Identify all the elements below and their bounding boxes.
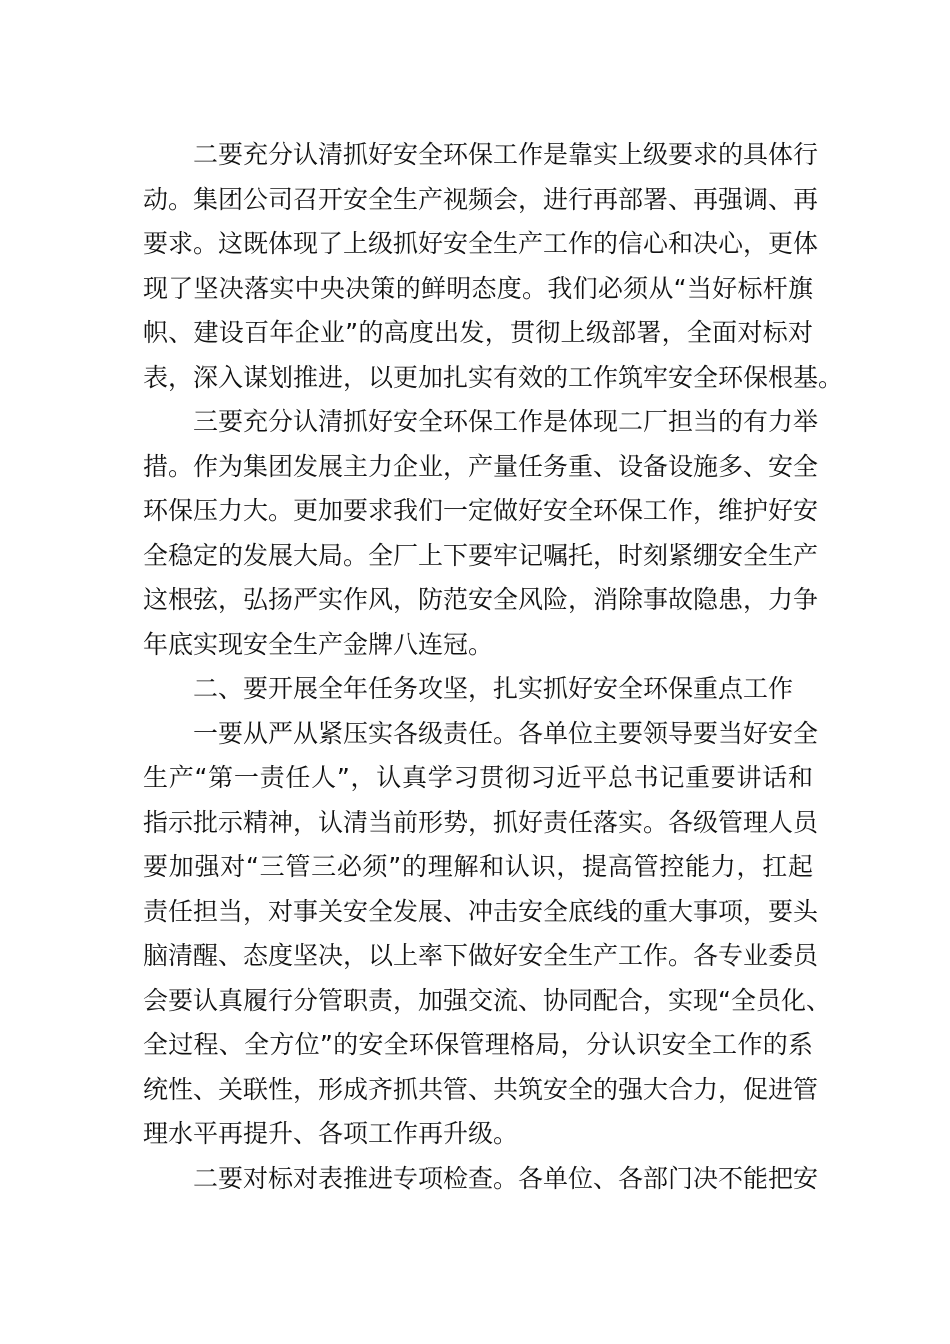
- paragraph-2-line-6: 年底实现安全生产金牌八连冠。: [143, 629, 494, 659]
- paragraph-2-line-4: 全稳定的发展大局。全厂上下要牢记嘱托，时刻紧绷安全生产: [143, 540, 819, 570]
- paragraph-3-line-10: 理水平再提升、各项工作再升级。: [143, 1119, 519, 1148]
- paragraph-2-line-3: 环保压力大。更加要求我们一定做好安全环保工作，维护好安: [143, 496, 819, 525]
- paragraph-4-line-1: 二要对标对表推进专项检查。各单位、各部门决不能把安: [193, 1163, 819, 1193]
- paragraph-1-line-2: 动。集团公司召开安全生产视频会，进行再部署、再强调、再: [143, 184, 819, 214]
- paragraph-2-line-1: 三要充分认清抓好安全环保工作是体现二厂担当的有力举: [193, 407, 819, 436]
- paragraph-1-line-4: 现了坚决落实中央决策的鲜明态度。我们必须从“当好标杆旗: [143, 273, 813, 303]
- paragraph-3-line-4: 要加强对“三管三必须”的理解和认识，提高管控能力，扛起: [143, 852, 813, 881]
- paragraph-1-line-6: 表，深入谋划推进，以更加扎实有效的工作筑牢安全环保根基。: [143, 362, 844, 392]
- paragraph-2-line-2: 措。作为集团发展主力企业，产量任务重、设备设施多、安全: [143, 451, 819, 481]
- paragraph-3-line-7: 会要认真履行分管职责，加强交流、协同配合，实现“全员化、: [143, 985, 831, 1015]
- paragraph-3-line-3: 指示批示精神，认清当前形势，抓好责任落实。各级管理人员: [143, 807, 819, 837]
- paragraph-3-line-6: 脑清醒、态度坚决，以上率下做好安全生产工作。各专业委员: [143, 941, 819, 970]
- paragraph-3-line-1: 一要从严从紧压实各级责任。各单位主要领导要当好安全: [193, 718, 819, 748]
- section-heading: 二、要开展全年任务攻坚，扎实抓好安全环保重点工作: [193, 674, 794, 703]
- paragraph-3-line-5: 责任担当，对事关安全发展、冲击安全底线的重大事项，要头: [143, 896, 819, 926]
- paragraph-1-line-3: 要求。这既体现了上级抓好安全生产工作的信心和决心，更体: [143, 229, 819, 258]
- document-body: [143, 133, 844, 1201]
- paragraph-3-line-8: 全过程、全方位”的安全环保管理格局，分认识安全工作的系: [143, 1030, 813, 1059]
- paragraph-1-line-1: 二要充分认清抓好安全环保工作是靠实上级要求的具体行: [193, 140, 819, 169]
- paragraph-1-line-5: 帜、建设百年企业”的高度出发，贯彻上级部署，全面对标对: [143, 318, 813, 347]
- paragraph-2-line-5: 这根弦，弘扬严实作风，防范安全风险，消除事故隐患，力争: [143, 585, 819, 614]
- paragraph-3-line-2: 生产“第一责任人”，认真学习贯彻习近平总书记重要讲话和: [143, 763, 813, 792]
- paragraph-3-line-9: 统性、关联性，形成齐抓共管、共筑安全的强大合力，促进管: [143, 1074, 819, 1104]
